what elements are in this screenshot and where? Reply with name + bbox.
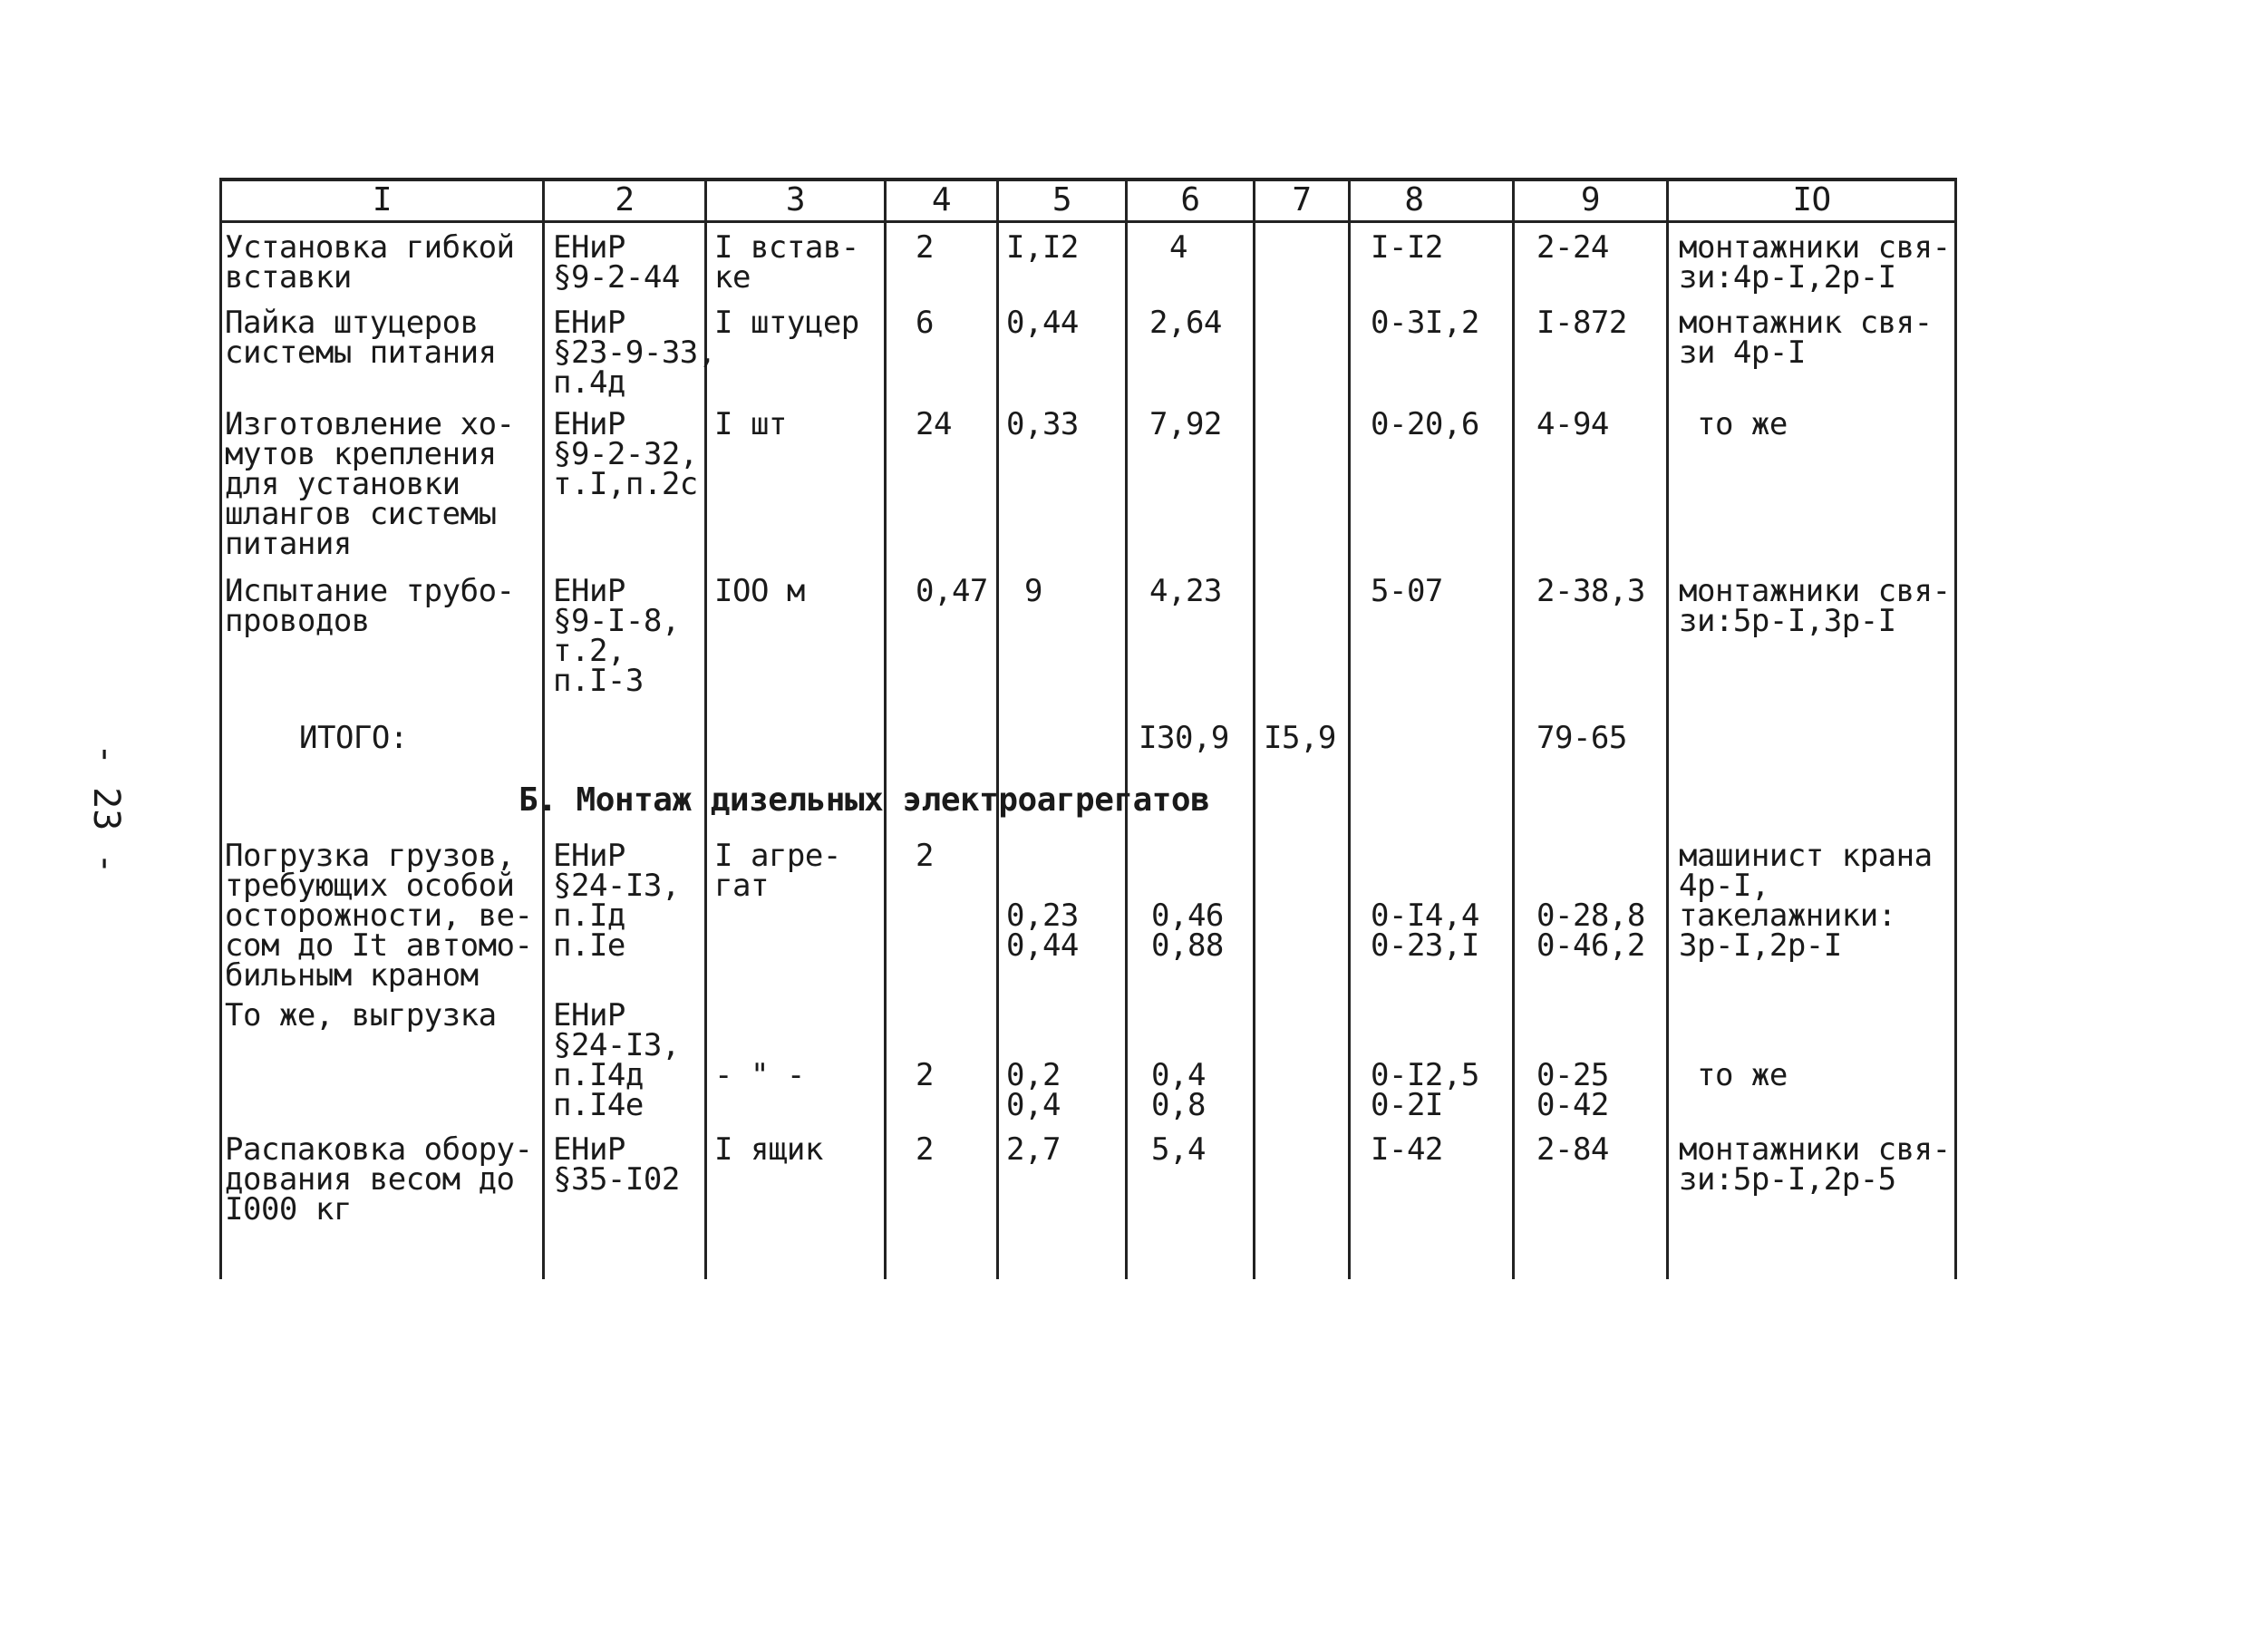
- table-cell-work: Установка гибкой вставки: [225, 229, 515, 296]
- table-cell-norm: ЕНиР §24-I3, п.Iд п.Iе: [553, 838, 680, 964]
- table-cell-norm: ЕНиР §9-2-44: [553, 229, 680, 296]
- table-cell-total: 4,23: [1149, 573, 1222, 609]
- page-number: - 23 -: [85, 743, 127, 875]
- table-cell-price: 5-07: [1371, 573, 1443, 609]
- table-cell-rate: 9: [1024, 573, 1042, 609]
- table-cell-work: Изготовление хо- мутов крепления для установки шлангов системы питания: [225, 406, 515, 562]
- table-cell-sum: 2-38,3: [1536, 573, 1645, 609]
- table-cell-sum: 0-28,8 0-46,2: [1536, 898, 1645, 964]
- table-cell-sum: 4-94: [1536, 406, 1609, 442]
- table-cell-unit: I шт: [714, 406, 787, 442]
- column-divider: [219, 178, 222, 1279]
- column-header: IO: [1792, 181, 1831, 218]
- column-divider: [1253, 178, 1255, 1279]
- table-cell-qty: 2: [916, 229, 934, 266]
- table-header-divider: [219, 220, 1956, 223]
- table-cell-sum: 2-84: [1536, 1131, 1609, 1168]
- table-cell-qty: 2: [916, 1057, 934, 1093]
- table-cell-workers: то же: [1679, 406, 1788, 442]
- table-cell-rate: 2,7: [1006, 1131, 1061, 1168]
- table-cell-work: Погрузка грузов, требующих особой осторожности, ве- сом до It автомо- бильным краном: [225, 838, 533, 994]
- total-label: ИТОГО:: [299, 720, 408, 756]
- column-divider: [884, 178, 887, 1279]
- table-cell-total: 5,4: [1151, 1131, 1206, 1168]
- table-cell-total: 4: [1169, 229, 1187, 266]
- column-divider: [1512, 178, 1515, 1279]
- table-cell-qty: 2: [916, 1131, 934, 1168]
- table-cell-qty: 24: [916, 406, 952, 442]
- column-header: 7: [1292, 181, 1312, 218]
- table-cell-price: I-42: [1371, 1131, 1443, 1168]
- table-cell-workers: монтажники свя- зи:4р-I,2р-I: [1679, 229, 1951, 296]
- table-cell-price: 0-I2,5 0-2I: [1371, 1057, 1479, 1123]
- total-cell-col6: I30,9: [1139, 720, 1229, 756]
- table-cell-work: Испытание трубо- проводов: [225, 573, 515, 639]
- table-cell-qty: 6: [916, 305, 934, 341]
- table-cell-unit: I агре- гат: [714, 838, 841, 904]
- table-cell-workers: монтажники свя- зи:5р-I,3р-I: [1679, 573, 1951, 639]
- table-cell-work: Пайка штуцеров системы питания: [225, 305, 497, 371]
- table-cell-price: 0-3I,2: [1371, 305, 1479, 341]
- table-cell-total: 0,4 0,8: [1151, 1057, 1206, 1123]
- column-divider: [1666, 178, 1669, 1279]
- table-cell-unit: I штуцер: [714, 305, 859, 341]
- table-cell-rate: 0,44: [1006, 305, 1079, 341]
- total-cell-col9: 79-65: [1536, 720, 1627, 756]
- column-header: 6: [1180, 181, 1200, 218]
- column-divider: [1348, 178, 1351, 1279]
- table-cell-price: 0-I4,4 0-23,I: [1371, 898, 1479, 964]
- table-cell-workers: машинист крана 4р-I, такелажники: 3р-I,2р-I: [1679, 838, 1933, 964]
- column-header: I: [372, 181, 393, 218]
- table-top-border: [219, 178, 1956, 181]
- table-cell-total: 2,64: [1149, 305, 1222, 341]
- table-cell-qty: 2: [916, 838, 934, 874]
- table-cell-rate: 0,2 0,4: [1006, 1057, 1061, 1123]
- table-cell-rate: 0,33: [1006, 406, 1079, 442]
- column-divider: [542, 178, 545, 1279]
- table-cell-norm: ЕНиР §9-I-8, т.2, п.I-3: [553, 573, 680, 699]
- table-cell-norm: ЕНиР §9-2-32, т.I,п.2с: [553, 406, 698, 502]
- table-cell-work: Распаковка обору- дования весом до I000 кг: [225, 1131, 533, 1228]
- column-divider: [1954, 178, 1957, 1279]
- column-header: 5: [1052, 181, 1072, 218]
- table-cell-sum: 0-25 0-42: [1536, 1057, 1609, 1123]
- table-cell-norm: ЕНиР §23-9-33, п.4д: [553, 305, 716, 401]
- table-cell-qty: 0,47: [916, 573, 988, 609]
- table-cell-sum: 2-24: [1536, 229, 1609, 266]
- table-cell-norm: ЕНиР §35-I02: [553, 1131, 680, 1198]
- column-header: 2: [615, 181, 635, 218]
- table-cell-work: То же, выгрузка: [225, 997, 497, 1033]
- table-cell-norm: ЕНиР §24-I3, п.I4д п.I4е: [553, 997, 680, 1123]
- table-cell-rate: I,I2: [1006, 229, 1079, 266]
- table-cell-total: 0,46 0,88: [1151, 898, 1224, 964]
- table-cell-unit: I ящик: [714, 1131, 823, 1168]
- column-header: 3: [785, 181, 806, 218]
- table-cell-total: 7,92: [1149, 406, 1222, 442]
- table-cell-unit: - " -: [714, 1057, 805, 1093]
- table-cell-price: I-I2: [1371, 229, 1443, 266]
- section-title: Б. Монтаж дизельных электроагрегатов: [519, 781, 1210, 819]
- table-cell-workers: монтажники свя- зи:5р-I,2р-5: [1679, 1131, 1951, 1198]
- table-cell-sum: I-872: [1536, 305, 1627, 341]
- table-cell-unit: IOO м: [714, 573, 805, 609]
- table-cell-price: 0-20,6: [1371, 406, 1479, 442]
- column-header: 8: [1404, 181, 1424, 218]
- table-cell-workers: то же: [1679, 1057, 1788, 1093]
- table-cell-unit: I встав- ке: [714, 229, 859, 296]
- table-cell-workers: монтажник свя- зи 4р-I: [1679, 305, 1933, 371]
- column-header: 9: [1580, 181, 1601, 218]
- column-header: 4: [931, 181, 952, 218]
- column-divider: [996, 178, 999, 1279]
- column-divider: [1125, 178, 1128, 1279]
- table-cell-rate: 0,23 0,44: [1006, 898, 1079, 964]
- total-cell-col7: I5,9: [1264, 720, 1336, 756]
